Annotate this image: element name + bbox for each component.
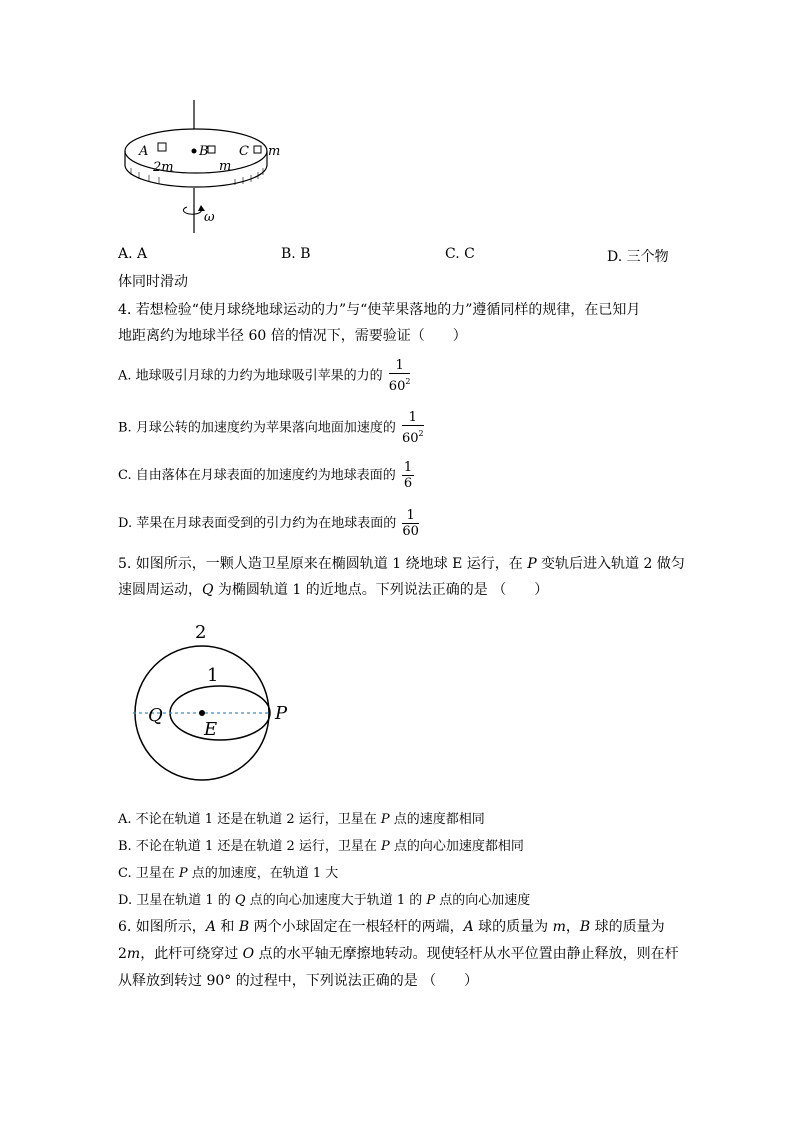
frac-den [402, 426, 424, 446]
text: 5. 如图所示，一颗人造卫星原来在椭圆轨道 1 绕地球 E 运行，在 [118, 556, 528, 572]
q3-option-d[interactable]: D. 三个物 [607, 249, 669, 265]
axis-center-dot [192, 149, 197, 154]
text: 变轨后进入轨道 2 做匀 [536, 556, 685, 572]
text: ，此杆可绕穿过 [140, 946, 243, 962]
var: A [205, 919, 216, 935]
var-q: Q [234, 893, 246, 908]
text: 点的加速度，在轨道 1 大 [187, 866, 339, 881]
q6-stem-line3: 从释放到转过 90° 的过程中，下列说法正确的是 （ ） [118, 973, 479, 989]
q4-option-b[interactable] [118, 410, 424, 446]
label-m-right: m [268, 144, 281, 159]
var-p: P [178, 866, 188, 881]
q6-stem-line2 [118, 944, 679, 964]
text: D. 卫星在轨道 1 的 [118, 893, 235, 908]
text: 点的向心加速度 [435, 893, 531, 908]
label-omega: ω [204, 210, 215, 225]
label-c: C [239, 144, 249, 159]
var-q: Q [202, 582, 214, 598]
label-m-mid: m [219, 159, 232, 174]
frac-den-base: 60 [388, 379, 406, 394]
frac-den: 60 [402, 524, 419, 539]
label-2m: 2m [153, 160, 174, 175]
frac-den-base: 60 [401, 431, 419, 446]
q3-option-c[interactable]: C. C [445, 246, 475, 262]
q4-option-d[interactable] [118, 508, 419, 539]
frac-exponent: 2 [405, 377, 411, 386]
var: B [238, 919, 250, 935]
var-p: P [380, 812, 390, 827]
q4-option-a-fraction [389, 358, 411, 394]
q6-stem-line1 [118, 917, 665, 937]
text: 球的质量为 [590, 919, 665, 935]
frac-num: 1 [402, 508, 419, 524]
text: C. 卫星在 [118, 866, 179, 881]
var-p: P [381, 839, 390, 854]
var: m [126, 946, 141, 962]
q5-option-c[interactable] [118, 864, 338, 884]
label-p: P [275, 703, 288, 724]
label-1: 1 [207, 665, 219, 686]
text: 两个小球固定在一根轻杆的两端， [249, 919, 464, 935]
var-p: P [527, 556, 537, 572]
label-a: A [139, 144, 149, 159]
q4-option-a[interactable] [118, 358, 410, 394]
q4-option-c-fraction [402, 460, 414, 491]
q4-option-d-text: D. 苹果在月球表面受到的引力约为在地球表面的 [118, 516, 397, 531]
q4-stem-line2: 地距离约为地球半径 60 倍的情况下，需要验证（ ） [118, 328, 467, 344]
frac-den: 6 [403, 476, 413, 491]
var: O [242, 946, 255, 962]
text: ， [565, 919, 580, 935]
q5-option-a[interactable] [118, 810, 485, 830]
frac-num: 1 [403, 460, 413, 475]
text: B. 不论在轨道 1 还是在轨道 2 运行，卫星在 [118, 839, 382, 854]
q4-option-d-fraction [402, 508, 419, 539]
text: A. 不论在轨道 1 还是在轨道 2 运行，卫星在 [118, 812, 381, 827]
q4-option-b-text: B. 月球公转的加速度约为苹果落向地面加速度的 [118, 420, 396, 436]
text: 球的质量为 [473, 919, 553, 935]
text: 和 [215, 919, 239, 935]
q4-option-a-text: A. 地球吸引月球的力约为地球吸引苹果的力的 [118, 368, 383, 384]
label-e: E [204, 719, 218, 740]
frac-num: 1 [402, 410, 424, 426]
frac-den [389, 374, 411, 394]
frac-num: 1 [389, 358, 411, 374]
text: 速圆周运动， [118, 582, 202, 598]
var: B [579, 919, 591, 935]
label-2: 2 [195, 622, 207, 643]
text: 点的向心加速度大于轨道 1 的 [245, 893, 427, 908]
orbit-figure [125, 620, 305, 790]
text: 6. 如图所示， [118, 919, 206, 935]
label-q: Q [148, 705, 163, 726]
q4-option-c[interactable] [118, 460, 414, 491]
q3-option-a[interactable]: A. A [118, 246, 148, 262]
turntable-figure [115, 95, 295, 235]
q4-stem-line1: 4. 若想检验“使月球绕地球运动的力”与“使苹果落地的力”遵循同样的规律，在已知月 [118, 302, 641, 318]
var: m [552, 919, 566, 935]
q5-stem-line1 [118, 554, 685, 574]
earth-dot [199, 710, 205, 716]
var-p: P [426, 893, 436, 908]
q3-option-d-cont: 体同时滑动 [118, 274, 188, 290]
label-b: B [199, 144, 209, 159]
q3-option-b[interactable]: B. B [281, 246, 311, 262]
q5-option-d[interactable] [118, 891, 530, 911]
block-a [158, 143, 166, 151]
text: 点的向心加速度都相同 [389, 839, 524, 854]
q5-option-b[interactable] [118, 837, 524, 857]
frac-exponent: 2 [418, 429, 424, 438]
var: A [463, 919, 474, 935]
text: 点的水平轴无摩擦地转动。现使轻杆从水平位置由静止释放，则在杆 [254, 946, 679, 962]
block-c [254, 146, 261, 153]
block-b [208, 146, 215, 153]
q4-option-b-fraction [402, 410, 424, 446]
q5-stem-line2 [118, 580, 548, 600]
q4-option-c-text: C. 自由落体在月球表面的加速度约为地球表面的 [118, 468, 396, 483]
text: 2 [118, 946, 127, 962]
text: 为椭圆轨道 1 的近地点。下列说法正确的是 （ ） [213, 582, 549, 598]
text: 点的速度都相同 [389, 812, 485, 827]
